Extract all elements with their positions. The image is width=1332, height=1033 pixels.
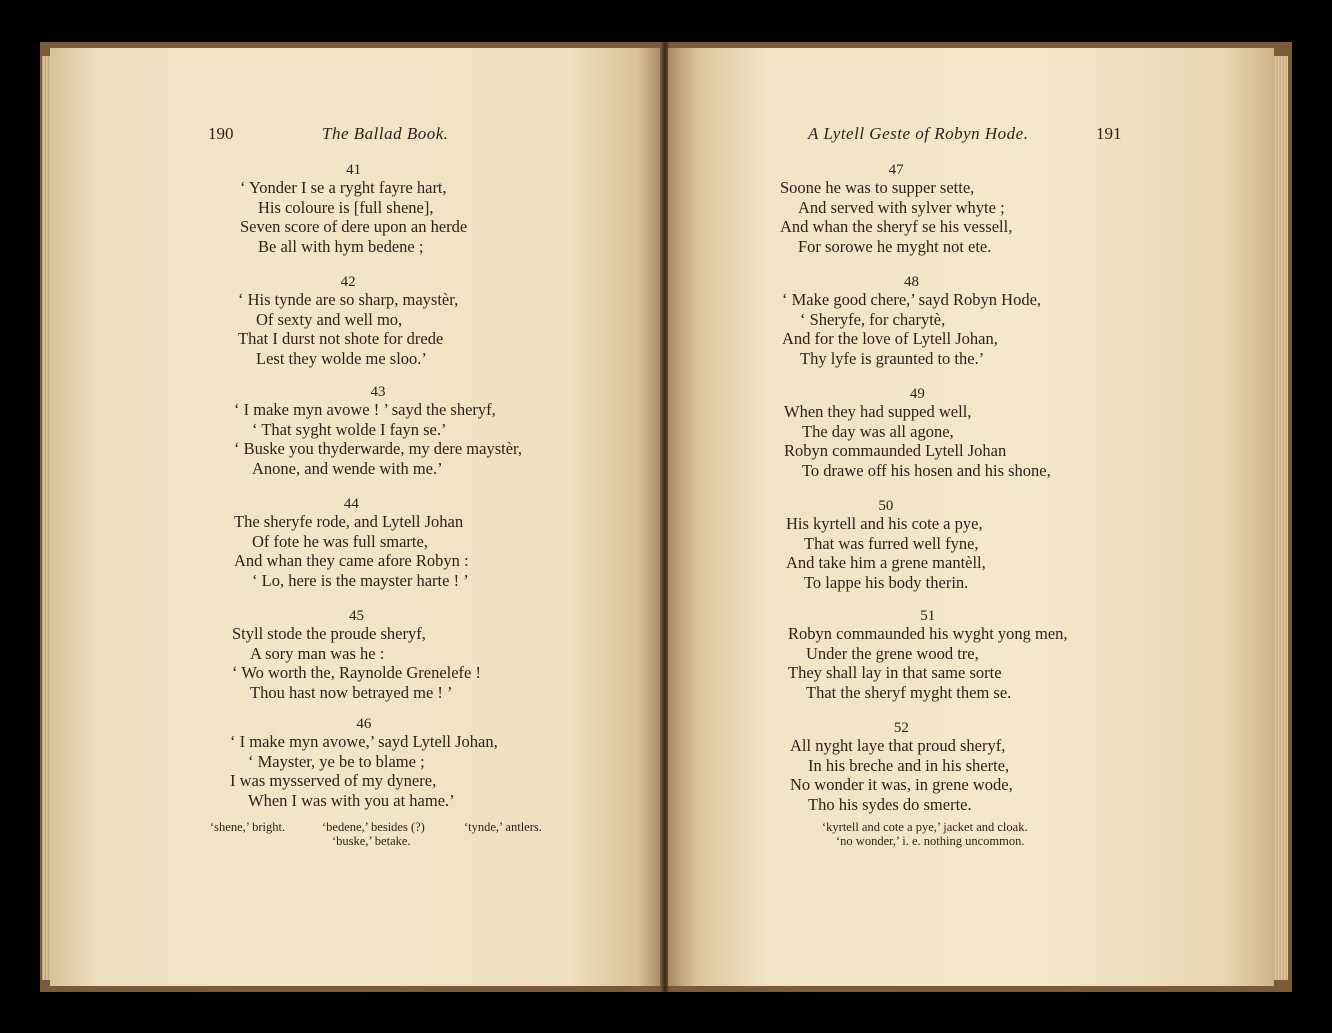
verse-line: ‘ Wo worth the, Raynolde Grenelefe !	[232, 663, 481, 683]
stanza-number: 47	[888, 162, 904, 178]
verse-line: All nyght laye that proud sheryf,	[790, 736, 1006, 755]
verse-line: And served with sylver whyte ;	[798, 197, 1005, 217]
right-page-number: 191	[1096, 124, 1122, 143]
stanza-number: 51	[920, 608, 936, 624]
verse-line: ‘ Lo, here is the mayster harte ! ’	[252, 571, 469, 591]
verse-line: And for the love of Lytell Johan,	[782, 329, 998, 349]
verse-line: Of sexty and well mo,	[256, 309, 403, 329]
verse-line: ‘ Yonder I se a ryght fayre hart,	[240, 178, 447, 197]
left-running-title: The Ballad Book.	[322, 124, 449, 143]
verse-line: That I durst not shote for drede	[238, 329, 444, 349]
verse-line: Robyn commaunded his wyght yong men,	[788, 624, 1068, 643]
stanza-47	[780, 162, 1012, 257]
stanza-49	[784, 386, 1051, 481]
verse-line: ‘ Make good chere,’ sayd Robyn Hode,	[782, 290, 1042, 309]
page-edges-left	[42, 56, 50, 980]
verse-line: ‘ Sheryfe, for charytè,	[800, 309, 946, 329]
stanza-number: 46	[356, 716, 372, 732]
footnote-kyrtell: ‘kyrtell and cote a pye,’ jacket and cloak.	[822, 820, 1028, 834]
stanza-number: 42	[340, 274, 356, 290]
stanza-52	[790, 720, 1013, 815]
stanza-43	[234, 384, 522, 479]
verse-line: Lest they wolde me sloo.’	[256, 349, 427, 369]
left-page	[50, 48, 662, 986]
verse-line: When they had supped well,	[784, 402, 972, 421]
verse-line: Tho his sydes do smerte.	[808, 795, 972, 815]
verse-line: That the sheryf myght them se.	[806, 683, 1012, 703]
verse-line: Be all with hym bedene ;	[258, 237, 424, 257]
verse-line: His coloure is [full shene],	[258, 197, 434, 217]
open-book	[40, 42, 1292, 992]
footnote-no-wonder: ‘no wonder,’ i. e. nothing uncommon.	[836, 834, 1025, 848]
footnote-shene: ‘shene,’ bright.	[210, 820, 286, 834]
verse-line: In his breche and in his sherte,	[808, 755, 1010, 775]
verse-line: ‘ His tynde are so sharp, maystèr,	[238, 290, 459, 309]
stanza-42	[238, 274, 458, 369]
verse-line: Anone, and wende with me.’	[252, 459, 443, 479]
footnote-tynde: ‘tynde,’ antlers.	[464, 820, 542, 834]
verse-line: Robyn commaunded Lytell Johan	[784, 441, 1007, 461]
stanza-45	[232, 608, 481, 703]
verse-line: When I was with you at hame.’	[248, 791, 455, 811]
verse-line: To lappe his body therin.	[804, 573, 969, 593]
verse-line: Thou hast now betrayed me ! ’	[250, 683, 453, 703]
verse-line: The sheryfe rode, and Lytell Johan	[234, 512, 464, 531]
verse-line: They shall lay in that same sorte	[788, 663, 1002, 683]
verse-line: Soone he was to supper sette,	[780, 178, 975, 197]
verse-line: For sorowe he myght not ete.	[798, 237, 992, 257]
verse-line: The day was all agone,	[802, 421, 954, 441]
stanza-number: 49	[909, 386, 925, 402]
stanza-number: 43	[370, 384, 386, 400]
right-page	[668, 48, 1274, 986]
verse-line: His kyrtell and his cote a pye,	[786, 514, 983, 533]
right-running-title: A Lytell Geste of Robyn Hode.	[808, 124, 1029, 143]
stanza-number: 45	[349, 608, 364, 624]
verse-line: ‘ I make myn avowe,’ sayd Lytell Johan,	[230, 732, 498, 751]
footnote-buske: ‘buske,’ betake.	[332, 834, 411, 848]
stanza-48	[782, 274, 1041, 369]
verse-line: And whan they came afore Robyn :	[234, 551, 469, 571]
stanza-44	[234, 496, 469, 591]
stanza-41	[240, 162, 467, 257]
stanza-50	[786, 498, 986, 593]
verse-line: Seven score of dere upon an herde	[240, 217, 468, 237]
verse-line: Thy lyfe is graunted to the.’	[800, 349, 985, 369]
verse-line: Under the grene wood tre,	[806, 643, 979, 663]
stanza-51	[788, 608, 1068, 703]
footnote-bedene: ‘bedene,’ besides (?)	[322, 820, 425, 834]
stanza-number: 48	[904, 274, 920, 290]
verse-line: I was mysserved of my dynere,	[230, 771, 437, 791]
stanza-number: 50	[878, 498, 894, 514]
stanza-46	[230, 716, 498, 811]
stanza-number: 41	[346, 162, 362, 178]
verse-line: No wonder it was, in grene wode,	[790, 775, 1013, 795]
verse-line: And whan the sheryf se his vessell,	[780, 217, 1013, 237]
verse-line: ‘ Mayster, ye be to blame ;	[248, 751, 425, 771]
verse-line: That was furred well fyne,	[804, 533, 979, 553]
stanza-number: 52	[893, 720, 909, 736]
verse-line: And take him a grene mantèll,	[786, 553, 986, 573]
verse-line: ‘ That syght wolde I fayn se.’	[252, 419, 447, 439]
verse-line: To drawe off his hosen and his shone,	[802, 461, 1051, 481]
page-edges-right	[1274, 56, 1288, 980]
verse-line: ‘ Buske you thyderwarde, my dere maystèr,	[234, 439, 523, 459]
stanza-number: 44	[343, 496, 359, 512]
verse-line: Styll stode the proude sheryf,	[232, 624, 426, 643]
verse-line: ‘ I make myn avowe ! ’ sayd the sheryf,	[234, 400, 496, 419]
left-page-number: 190	[208, 124, 234, 143]
verse-line: A sory man was he :	[250, 643, 385, 663]
verse-line: Of fote he was full smarte,	[252, 531, 428, 551]
